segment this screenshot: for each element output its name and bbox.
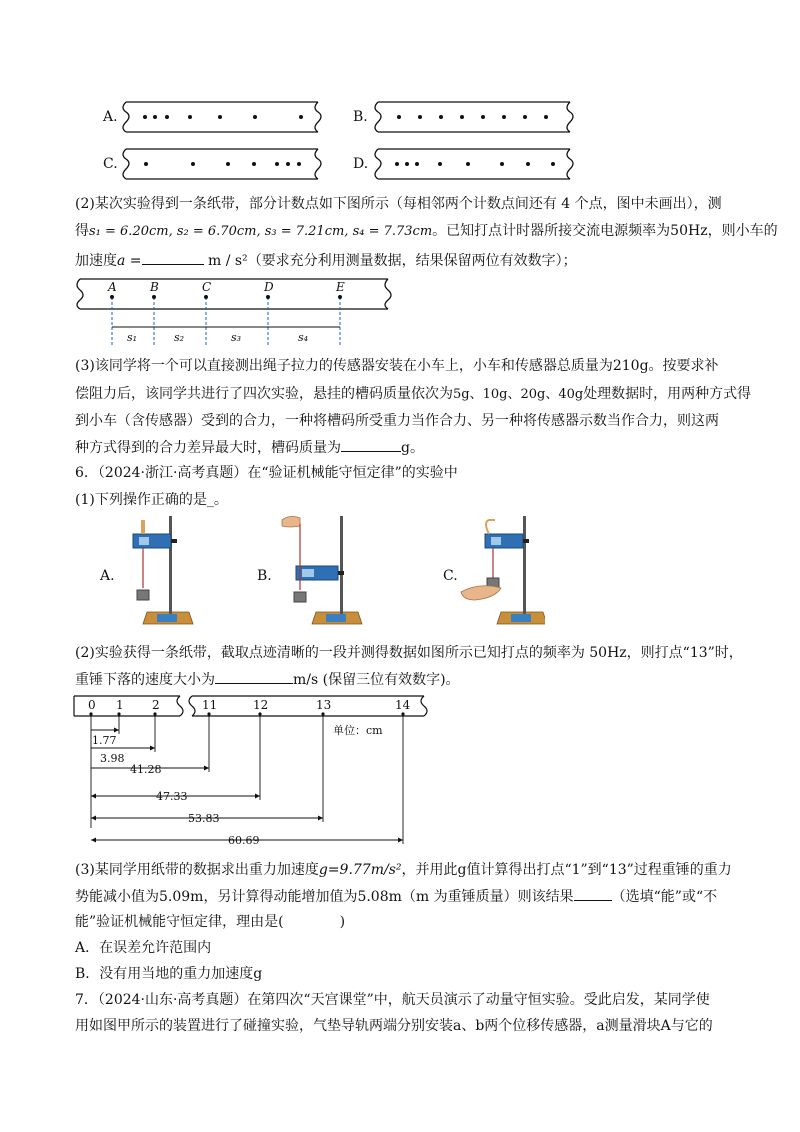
- q6-part3-text3b: ): [339, 914, 346, 930]
- tape-option-d: [370, 147, 580, 183]
- apparatus-a: [125, 512, 205, 632]
- q6-part2-text1: (2)实验获得一条纸带，截取点迹清晰的一段并测得数据如图所示已知打点的频率为 50Hz，则打点“13”时，: [75, 645, 743, 661]
- option-b-label: B.: [353, 109, 368, 125]
- q5-part2-text1: (2)某次实验得到一条纸带，部分计数点如下图所示（每相邻两个计数点间还有 4 个点，图中未画出），测: [75, 196, 722, 212]
- q5-part2-line1: [75, 194, 725, 214]
- q6-part3-line3: [75, 912, 725, 932]
- q5-part3-text2b: 处理数据时，用两种方式得: [583, 386, 752, 402]
- unit-label: 单位：cm: [333, 724, 383, 737]
- q6-part2-text2b: m/s (保留三位有效数字)。: [293, 672, 460, 688]
- q5-part2-text2a: 得: [75, 223, 89, 239]
- q5-hook-masses: 5g、10g、20g、40g: [453, 387, 584, 402]
- q6-part3-text2a: 势能减小值为5.09m，另计算得动能增加值为5.08m（m 为重锤质量）则该结果: [75, 889, 574, 905]
- option-a-label: A.: [103, 109, 118, 125]
- q5-part3-text2a: 偿阻力后，该同学共进行了四次实验，悬挂的槽码质量依次为: [75, 386, 453, 402]
- segment-s1-label: s₁: [127, 331, 138, 344]
- q6-part3-text2b: （选填“能”或“不: [611, 889, 718, 905]
- point-a-label: A: [108, 280, 117, 294]
- q5-part3-text4a: 种方式得到的合力差异最大时，槽码质量为: [75, 440, 341, 456]
- q6-part3-text1b: ，并用此g值计算得出打点“1”到“13”过程重锤的重力: [401, 862, 732, 878]
- q5-part3-line3: [75, 411, 725, 431]
- apparatus-c: [455, 512, 545, 632]
- tape-option-a: [118, 100, 328, 136]
- q6-part2-text2a: 重锤下落的速度大小为: [75, 672, 215, 688]
- option-c-label: C.: [103, 156, 118, 172]
- q6-part2-line1: [75, 643, 743, 663]
- q5-part3-text3: 到小车（含传感器）受到的合力，一种将槽码所受重力当作合力、另一种将传感器示数当作合力，则这两: [75, 413, 719, 429]
- q7-text2: 用如图甲所示的装置进行了碰撞实验，气垫导轨两端分别安装a、b两个位移传感器，a测量滑块A与它的: [75, 1018, 713, 1034]
- option-d-label: D.: [353, 156, 369, 172]
- q6-part3-text1a: (3)某同学用纸带的数据求出重力加速度: [75, 862, 319, 878]
- point-e-label: E: [336, 280, 345, 294]
- tape-option-c: [118, 147, 328, 183]
- q6-part3-line1: [75, 860, 732, 880]
- q5-part3-line2: [75, 384, 752, 405]
- q5-part2-text2c: ，则小车的: [707, 223, 778, 239]
- distance-1-77: 1.77: [92, 734, 117, 747]
- distance-60-69: 60.69: [228, 834, 260, 847]
- tape-point-0: 0: [88, 698, 96, 712]
- distance-41-28: 41.28: [130, 763, 162, 776]
- q5-part3-text1b: 。按要求补: [648, 358, 719, 374]
- tape-point-1: 1: [116, 698, 124, 712]
- q7-text1: 7．（2024·山东·高考真题）在第四次“天宫课堂”中，航天员演示了动量守恒实验。受此启发，某同学使: [75, 992, 710, 1008]
- q7-line2: [75, 1016, 725, 1036]
- q5-part3-text1a: (3)该同学将一个可以直接测出绳子拉力的传感器安装在小车上，小车和传感器总质量为: [75, 358, 613, 374]
- segment-s4-label: s₄: [298, 331, 309, 344]
- q5-accel-unit: m / s²: [207, 253, 248, 269]
- q5-part3-text4b: g。: [401, 440, 424, 456]
- q6-choice-b-text: B．没有用当地的重力加速度g: [75, 966, 263, 982]
- q6-title-text: 6．（2024·浙江·高考真题）在“验证机械能守恒定律”的实验中: [75, 465, 458, 481]
- q6-part1-text: (1)下列操作正确的是_。: [75, 492, 228, 508]
- q5-accel-answer-blank[interactable]: [142, 250, 204, 265]
- q6-option-c-label: C.: [443, 568, 458, 584]
- segment-s2-label: s₂: [174, 331, 185, 344]
- tape-option-b: [370, 100, 580, 136]
- q5-part2-text3a: 加速度: [75, 253, 117, 269]
- q6-choice-a-text: A．在误差允许范围内: [75, 940, 212, 956]
- q7-line1: [75, 990, 725, 1010]
- q6-part3-text3a: 能”验证机械能守恒定律，理由是(: [75, 914, 284, 930]
- q5-frequency: 50Hz: [670, 223, 708, 239]
- q6-part3-line2: [75, 886, 725, 907]
- q5-part2-text2b: 。已知打点计时器所接交流电源频率为: [432, 223, 671, 239]
- q5-measured-values: s₁ = 6.20cm, s₂ = 6.70cm, s₃ = 7.21cm, s₄ = 7.73cm: [89, 224, 433, 239]
- point-d-label: D: [264, 280, 274, 294]
- q5-tape-diagram: [70, 275, 400, 347]
- tape-point-13: 13: [316, 698, 332, 712]
- distance-3-98: 3.98: [100, 752, 125, 765]
- q6-part2-line2: [75, 669, 725, 690]
- q6-g-value: g=9.77m/s²: [318, 862, 402, 878]
- q6-option-a-label: A.: [100, 568, 115, 584]
- q5-accel-var: a =: [117, 253, 142, 269]
- q5-part3-line1: [75, 356, 725, 376]
- q5-part3-line4: [75, 437, 725, 458]
- q6-choice-a[interactable]: [75, 938, 725, 958]
- tape-point-14: 14: [395, 698, 411, 712]
- point-b-label: B: [150, 280, 159, 294]
- q5-mass-answer-blank[interactable]: [341, 437, 401, 452]
- q6-choice-b[interactable]: [75, 964, 725, 984]
- q5-part2-text3b: （要求充分利用测量数据，结果保留两位有效数字）；: [247, 253, 577, 269]
- q6-option-b-label: B.: [257, 568, 272, 584]
- q6-tape-diagram: [70, 692, 440, 854]
- distance-53-83: 53.83: [188, 812, 220, 825]
- point-c-label: C: [202, 280, 212, 294]
- tape-point-2: 2: [152, 698, 160, 712]
- tape-point-12: 12: [253, 698, 269, 712]
- q6-velocity-answer-blank[interactable]: [215, 669, 293, 684]
- tape-point-11: 11: [202, 698, 218, 712]
- segment-s3-label: s₃: [231, 331, 242, 344]
- q5-car-mass: 210g: [612, 358, 649, 374]
- q6-part1: [75, 490, 725, 510]
- q6-can-verify-blank[interactable]: [574, 886, 612, 901]
- apparatus-b: [280, 512, 370, 632]
- distance-47-33: 47.33: [156, 790, 188, 803]
- q5-part2-line2: [75, 221, 778, 242]
- q6-title: [75, 463, 725, 483]
- q5-part2-line3: [75, 250, 725, 271]
